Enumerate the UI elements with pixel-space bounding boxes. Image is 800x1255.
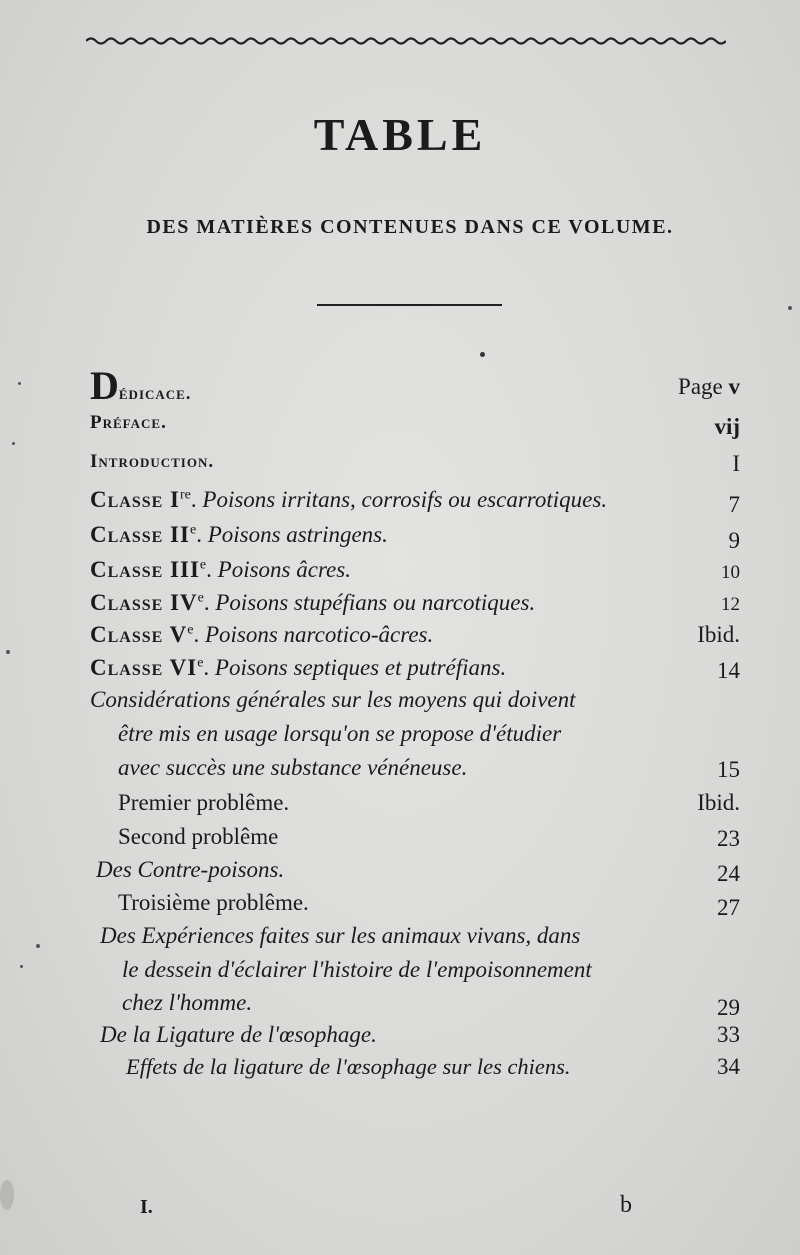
paper-stain [0, 1180, 14, 1210]
page-prefix: Page [678, 374, 723, 399]
toc-entry-classe-2 [90, 522, 740, 548]
class-title: Poisons astringens. [207, 522, 388, 547]
class-label: Classe VI [90, 655, 198, 680]
toc-entry-classe-5 [90, 622, 740, 648]
toc-page-number: 10 [721, 562, 740, 583]
class-title: Poisons irritans, corrosifs ou escarrotiques. [202, 487, 608, 512]
toc-page-number: 12 [721, 594, 740, 615]
toc-page-number: 34 [717, 1054, 740, 1079]
toc-entry-premier-probleme: Premier problême. [118, 790, 290, 815]
paper-speck [36, 944, 40, 948]
toc-entry-line: Des Expériences faites sur les animaux vivans, dans [100, 923, 581, 948]
toc-entry-introduction: Introduction. [90, 451, 215, 472]
toc-page-number: 24 [717, 861, 740, 886]
class-title: Poisons septiques et putréfians. [214, 655, 507, 680]
toc-entry-preface: Préface. [90, 412, 167, 433]
class-suffix: e [199, 557, 207, 573]
toc-page-number: 33 [717, 1022, 740, 1047]
toc-entry-troisieme-probleme: Troisième problême. [118, 890, 309, 915]
toc-entry-line: le dessein d'éclairer l'histoire de l'empoisonnement [122, 957, 592, 982]
toc-entry-line: avec succès une substance vénéneuse. [118, 755, 468, 780]
class-dot: . [190, 487, 197, 512]
class-label: Classe V [90, 622, 188, 647]
toc-page-number: 15 [717, 757, 740, 782]
toc-page-number: 14 [717, 658, 740, 683]
toc-entry-dedicace [90, 362, 740, 409]
class-dot: . [206, 557, 212, 582]
signature-mark-right: b [620, 1192, 632, 1218]
toc-page-number: 7 [728, 492, 740, 517]
toc-entry-second-probleme: Second problême [118, 824, 279, 849]
signature-mark-left: I. [140, 1196, 153, 1218]
class-title: Poisons narcotico-âcres. [204, 622, 434, 647]
drop-capital: D [90, 363, 119, 408]
paper-speck [20, 965, 23, 968]
paper-speck [6, 650, 10, 654]
toc-entry-ligature: De la Ligature de l'œsophage. [100, 1022, 377, 1047]
class-label: Classe I [90, 487, 181, 512]
toc-entry-line: chez l'homme. [122, 990, 253, 1015]
toc-entry-line: être mis en usage lorsqu'on se propose d'étudier [118, 721, 562, 746]
class-label: Classe III [90, 557, 200, 582]
toc-page-number: vij [714, 414, 740, 439]
toc-page-number: Ibid. [697, 622, 740, 647]
page-subtitle: DES MATIÈRES CONTENUES DANS CE VOLUME. [146, 216, 674, 238]
toc-entry-effets-ligature: Effets de la ligature de l'œsophage sur les chiens. [126, 1054, 571, 1079]
toc-page-number: I [732, 451, 740, 476]
paper-speck [18, 382, 21, 385]
toc-page-number [678, 374, 740, 400]
toc-page-number: Ibid. [697, 790, 740, 815]
paper-speck [788, 306, 792, 310]
toc-entry-classe-1 [90, 487, 740, 513]
class-suffix: e [189, 522, 197, 538]
toc-entry-classe-6 [90, 655, 740, 681]
class-label: Classe II [90, 522, 190, 547]
class-dot: . [203, 655, 210, 680]
toc-entry-contre-poisons: Des Contre-poisons. [96, 857, 285, 882]
class-title: Poisons âcres. [217, 557, 351, 582]
class-title: Poisons stupéfians ou narcotiques. [215, 590, 536, 615]
page-value: v [728, 374, 740, 399]
class-suffix: e [187, 622, 194, 638]
paper-speck [12, 442, 15, 445]
class-suffix: e [197, 655, 204, 671]
toc-entry-classe-3 [90, 557, 740, 583]
toc-page-number: 29 [717, 995, 740, 1020]
toc-page-number: 9 [728, 528, 740, 553]
class-suffix: re [180, 487, 191, 503]
page-title: TABLE [313, 109, 487, 160]
class-suffix: e [197, 590, 204, 606]
toc-page-number: 27 [717, 895, 740, 920]
class-dot: . [196, 522, 202, 547]
toc-entry-label: édicace. [118, 383, 192, 403]
toc-page-number: 23 [717, 826, 740, 851]
toc-entry-line: Considérations générales sur les moyens qui doivent [90, 687, 576, 712]
toc-entry-classe-4 [90, 590, 740, 616]
class-dot: . [203, 590, 210, 615]
class-dot: . [193, 622, 200, 647]
class-label: Classe IV [90, 590, 198, 615]
